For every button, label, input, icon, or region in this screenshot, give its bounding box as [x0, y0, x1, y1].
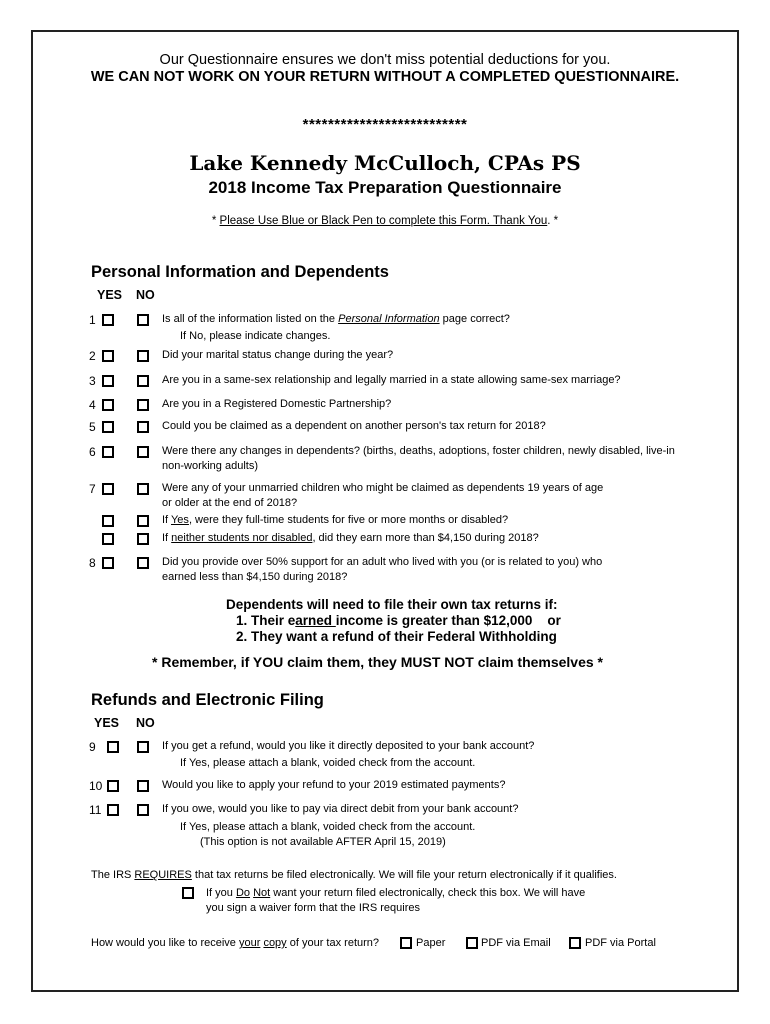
question-number: 8 [89, 556, 96, 570]
yes-checkbox-q3[interactable] [102, 375, 114, 387]
pdf-portal-checkbox[interactable] [569, 937, 581, 949]
no-checkbox-q6[interactable] [137, 446, 149, 458]
efile-optout-text: If you Do Not want your return filed electronically, check this box. We will have [206, 887, 586, 899]
dependents-note-rule-2: 2. They want a refund of their Federal Withholding [236, 629, 557, 644]
yes-checkbox-q4[interactable] [102, 399, 114, 411]
paper-checkbox[interactable] [400, 937, 412, 949]
yes-checkbox-q7[interactable] [102, 483, 114, 495]
question-number: 6 [89, 445, 96, 459]
question-number: 10 [89, 779, 103, 793]
pdf-email-label: PDF via Email [481, 937, 551, 949]
yes-header: YES [97, 288, 123, 302]
intro-warning: WE CAN NOT WORK ON YOUR RETURN WITHOUT A COMPLETED QUESTIONNAIRE. [90, 69, 680, 85]
yes-checkbox-q11[interactable] [107, 804, 119, 816]
yes-checkbox-q7b[interactable] [102, 533, 114, 545]
question-7-text-cont: or older at the end of 2018? [162, 497, 298, 509]
no-checkbox-q3[interactable] [137, 375, 149, 387]
question-7a-text: If Yes, were they full-time students for five or more months or disabled? [162, 514, 509, 526]
question-7b-text: If neither students nor disabled, did they earn more than $4,150 during 2018? [162, 532, 539, 544]
intro-line: Our Questionnaire ensures we don't miss potential deductions for you. [159, 52, 611, 68]
receive-copy-question: How would you like to receive your copy of your tax return? [91, 937, 380, 949]
question-9-subtext: If Yes, please attach a blank, voided check from the account. [180, 757, 476, 769]
question-number: 2 [89, 349, 96, 363]
question-7-text: Were any of your unmarried children who might be claimed as dependents 19 years of age [162, 482, 604, 494]
question-number: 4 [89, 398, 96, 412]
question-number: 1 [89, 313, 96, 327]
star-divider: ************************** [302, 116, 468, 133]
question-9-text: If you get a refund, would you like it directly deposited to your bank account? [162, 740, 535, 752]
yes-checkbox-q9[interactable] [107, 741, 119, 753]
no-checkbox-q2[interactable] [137, 350, 149, 362]
question-number: 5 [89, 420, 96, 434]
no-checkbox-q4[interactable] [137, 399, 149, 411]
yes-checkbox-q1[interactable] [102, 314, 114, 326]
no-header: NO [136, 716, 155, 730]
question-6-text: Were there any changes in dependents? (births, deaths, adoptions, foster children, newly disabled, live-in [162, 445, 675, 457]
paper-label: Paper [416, 937, 446, 949]
yes-checkbox-q8[interactable] [102, 557, 114, 569]
question-number: 7 [89, 482, 96, 496]
question-6-text-cont: non-working adults) [162, 460, 258, 472]
yes-checkbox-q2[interactable] [102, 350, 114, 362]
yes-checkbox-q6[interactable] [102, 446, 114, 458]
no-checkbox-q10[interactable] [137, 780, 149, 792]
question-number: 11 [89, 803, 102, 817]
question-11-note: (This option is not available AFTER April 15, 2019) [200, 836, 446, 848]
no-checkbox-q7a[interactable] [137, 515, 149, 527]
question-5-text: Could you be claimed as a dependent on another person's tax return for 2018? [162, 420, 546, 432]
no-checkbox-q1[interactable] [137, 314, 149, 326]
no-checkbox-q11[interactable] [137, 804, 149, 816]
question-11-subtext: If Yes, please attach a blank, voided check from the account. [180, 821, 476, 833]
efile-requirement: The IRS REQUIRES that tax returns be filed electronically. We will file your return electronically if it qualifies. [91, 869, 617, 881]
form-title: 2018 Income Tax Preparation Questionnaire [208, 178, 562, 197]
question-8-text: Did you provide over 50% support for an adult who lived with you (or is related to you) who [162, 556, 603, 568]
efile-optout-checkbox[interactable] [182, 887, 194, 899]
dependents-note-rule-1: 1. Their earned income is greater than $12,000 or [236, 613, 561, 628]
no-header: NO [136, 288, 155, 302]
yes-checkbox-q5[interactable] [102, 421, 114, 433]
remember-note: * Remember, if YOU claim them, they MUST NOT claim themselves * [152, 654, 604, 670]
question-4-text: Are you in a Registered Domestic Partnership? [162, 398, 392, 410]
question-10-text: Would you like to apply your refund to your 2019 estimated payments? [162, 779, 506, 791]
pen-note: * Please Use Blue or Black Pen to complete this Form. Thank You. * [211, 215, 559, 227]
question-8-text-cont: earned less than $4,150 during 2018? [162, 571, 348, 583]
yes-checkbox-q7a[interactable] [102, 515, 114, 527]
question-2-text: Did your marital status change during the year? [162, 349, 394, 361]
yes-header: YES [94, 716, 120, 730]
no-checkbox-q8[interactable] [137, 557, 149, 569]
no-checkbox-q9[interactable] [137, 741, 149, 753]
question-1-subtext: If No, please indicate changes. [180, 330, 331, 342]
firm-name: Lake Kennedy McCulloch, CPAs PS [189, 151, 581, 175]
question-number: 9 [89, 740, 96, 754]
no-checkbox-q7b[interactable] [137, 533, 149, 545]
dependents-note-heading: Dependents will need to file their own tax returns if: [226, 597, 558, 612]
question-11-text: If you owe, would you like to pay via direct debit from your bank account? [162, 803, 519, 815]
section-heading-refunds: Refunds and Electronic Filing [91, 691, 324, 709]
question-3-text: Are you in a same-sex relationship and legally married in a state allowing same-sex marriage? [162, 374, 621, 386]
no-checkbox-q7[interactable] [137, 483, 149, 495]
pdf-email-checkbox[interactable] [466, 937, 478, 949]
yes-checkbox-q10[interactable] [107, 780, 119, 792]
question-1-text: Is all of the information listed on the Personal Information page correct? [162, 313, 510, 325]
pdf-portal-label: PDF via Portal [585, 937, 656, 949]
no-checkbox-q5[interactable] [137, 421, 149, 433]
question-number: 3 [89, 374, 96, 388]
section-heading-personal: Personal Information and Dependents [91, 263, 389, 281]
efile-optout-text-cont: you sign a waiver form that the IRS requires [206, 902, 420, 914]
